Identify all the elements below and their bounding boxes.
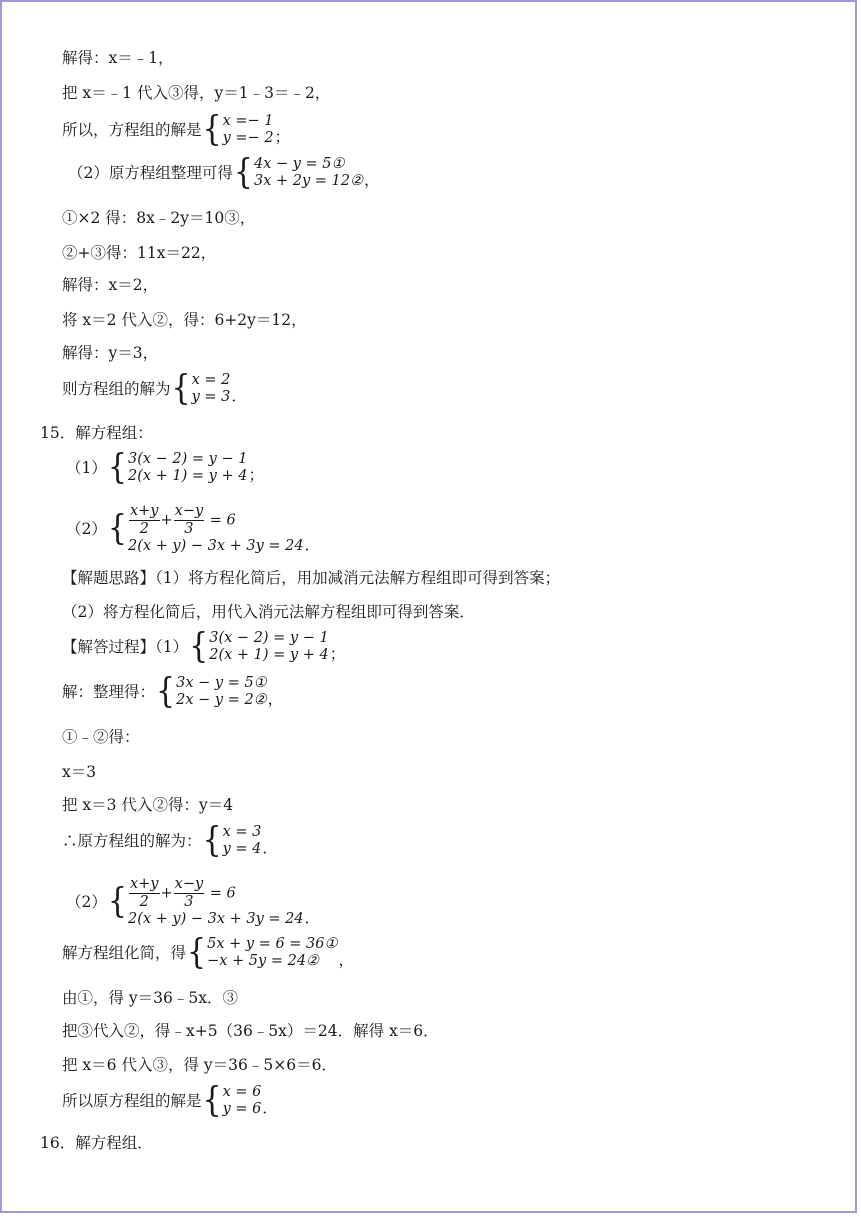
equation: 2(x + 1) = y + 4 bbox=[127, 468, 248, 484]
text-line: ①﹣②得： bbox=[62, 728, 140, 746]
solution-line bbox=[62, 1080, 278, 1121]
equation: 2x − y = 2② bbox=[176, 692, 267, 708]
text-line: 把 x＝6 代入③，得 y＝36﹣5×6＝6． bbox=[62, 1056, 337, 1074]
equation: $\frac{x+y}{2}$ + $\frac{x-y}{3}$ = 6 bbox=[129, 876, 236, 910]
equation: x =− 1 bbox=[222, 113, 274, 129]
text-line: 把 x＝3 代入②得：y＝4 bbox=[62, 796, 234, 814]
line-prefix: 所以原方程组的解是 bbox=[62, 1092, 202, 1110]
equation: $\frac{x+y}{2}$ + $\frac{x-y}{3}$ = 6 bbox=[129, 503, 236, 537]
equation: y = 6 bbox=[222, 1101, 262, 1117]
line-suffix: ． bbox=[231, 387, 247, 405]
line-suffix: ； bbox=[248, 466, 264, 484]
text-line: （2）将方程化简后，用代入消元法解方程组即可得到答案． bbox=[62, 603, 475, 621]
line-prefix: 解：整理得： bbox=[62, 683, 156, 701]
solution-line bbox=[62, 671, 284, 712]
equation: 2(x + y) − 3x + 3y = 24 bbox=[127, 538, 304, 554]
equation-system bbox=[202, 109, 274, 150]
solution-line bbox=[66, 447, 264, 488]
line-prefix: （2）原方程组整理可得 bbox=[68, 164, 233, 182]
brace-symbol: { bbox=[107, 508, 127, 549]
solution-line bbox=[62, 820, 278, 861]
equation: 3(x − 2) = y − 1 bbox=[209, 630, 329, 646]
line-prefix: （2） bbox=[66, 520, 107, 538]
line-suffix: ． bbox=[304, 536, 321, 554]
brace-symbol: { bbox=[171, 368, 191, 409]
equation-system bbox=[187, 932, 338, 973]
solution-line bbox=[62, 626, 346, 667]
text-line: 将 x＝2 代入②，得：6+2y＝12， bbox=[62, 311, 307, 329]
equation: y = 3 bbox=[191, 389, 231, 405]
line-suffix: ； bbox=[329, 645, 346, 663]
text-line: 由①，得 y＝36﹣5x．③ bbox=[62, 989, 239, 1007]
equation-system bbox=[156, 671, 267, 712]
brace-symbol: { bbox=[202, 820, 222, 861]
brace-symbol: { bbox=[107, 447, 127, 488]
line-prefix: ∴原方程组的解为： bbox=[62, 832, 202, 850]
equation: 5x + y = 6 = 36① bbox=[207, 936, 338, 952]
equation: 3x − y = 5① bbox=[176, 675, 267, 691]
solution-line bbox=[62, 368, 247, 409]
equation: x = 2 bbox=[191, 372, 231, 388]
fraction: $\frac{x+y}{2}$ bbox=[129, 876, 159, 910]
solution-line bbox=[66, 503, 320, 555]
line-prefix: 则方程组的解为 bbox=[62, 380, 171, 398]
text-line: ②+③得：11x＝22， bbox=[62, 244, 217, 262]
equation: 2(x + 1) = y + 4 bbox=[209, 647, 329, 663]
solution-line bbox=[62, 109, 291, 150]
equation: 3(x − 2) = y − 1 bbox=[127, 451, 248, 467]
brace-symbol: { bbox=[156, 671, 176, 712]
line-prefix: （1） bbox=[66, 459, 107, 477]
equation-system bbox=[171, 368, 231, 409]
text-line: x＝3 bbox=[62, 763, 97, 781]
line-prefix: 解方程组化简，得 bbox=[62, 944, 187, 962]
line-suffix: ， bbox=[338, 951, 354, 969]
equation-system bbox=[108, 503, 304, 555]
equation: 3x + 2y = 12② bbox=[253, 173, 363, 189]
equation-system bbox=[202, 820, 262, 861]
line-suffix: ， bbox=[267, 690, 284, 708]
text-line: 把③代入②，得﹣x+5（36﹣5x）＝24．解得 x＝6． bbox=[62, 1022, 439, 1040]
equation: y = 4 bbox=[222, 841, 262, 857]
fraction: $\frac{x+y}{2}$ bbox=[129, 503, 159, 537]
line-suffix: ． bbox=[262, 1099, 278, 1117]
equation-system bbox=[233, 152, 363, 193]
equation: x = 3 bbox=[222, 824, 262, 840]
solution-line bbox=[68, 152, 380, 193]
brace-symbol: { bbox=[189, 626, 209, 667]
line-prefix: 【解答过程】（1） bbox=[62, 638, 189, 656]
equation: y =− 2 bbox=[222, 130, 274, 146]
line-suffix: ； bbox=[274, 128, 291, 146]
brace-symbol: { bbox=[187, 932, 207, 973]
equation: x = 6 bbox=[222, 1084, 262, 1100]
brace-symbol: { bbox=[202, 109, 222, 150]
text-line: 【解题思路】（1）将方程化简后，用加减消元法解方程组即可得到答案； bbox=[62, 569, 561, 587]
text-line: 解得：x＝2， bbox=[62, 276, 159, 294]
equation-system bbox=[108, 876, 304, 928]
fraction: $\frac{x-y}{3}$ bbox=[174, 876, 204, 910]
brace-symbol: { bbox=[107, 881, 127, 922]
solution-line bbox=[66, 876, 320, 928]
solution-line bbox=[62, 932, 354, 973]
equation: 4x − y = 5① bbox=[253, 156, 345, 172]
equation-system bbox=[107, 447, 248, 488]
line-suffix: ． bbox=[304, 909, 321, 927]
text-line: 解得：y＝3， bbox=[62, 344, 159, 362]
line-prefix: （2） bbox=[66, 893, 107, 911]
equation-system bbox=[189, 626, 329, 667]
brace-symbol: { bbox=[233, 152, 253, 193]
question-heading: 15．解方程组： bbox=[40, 424, 153, 442]
text-line: ①×2 得：8x﹣2y＝10③， bbox=[62, 209, 256, 227]
brace-symbol: { bbox=[202, 1080, 222, 1121]
fraction: $\frac{x-y}{3}$ bbox=[174, 503, 204, 537]
question-heading: 16．解方程组． bbox=[40, 1134, 153, 1152]
line-prefix: 所以，方程组的解是 bbox=[62, 121, 202, 139]
equation-system bbox=[202, 1080, 262, 1121]
line-suffix: ， bbox=[363, 171, 380, 189]
text-line: 把 x＝﹣1 代入③得，y＝1﹣3＝﹣2， bbox=[62, 84, 331, 102]
equation: 2(x + y) − 3x + 3y = 24 bbox=[127, 911, 304, 927]
equation: −x + 5y = 24② bbox=[207, 953, 320, 969]
text-line: 解得：x＝﹣1， bbox=[62, 49, 174, 67]
line-suffix: ． bbox=[262, 839, 278, 857]
